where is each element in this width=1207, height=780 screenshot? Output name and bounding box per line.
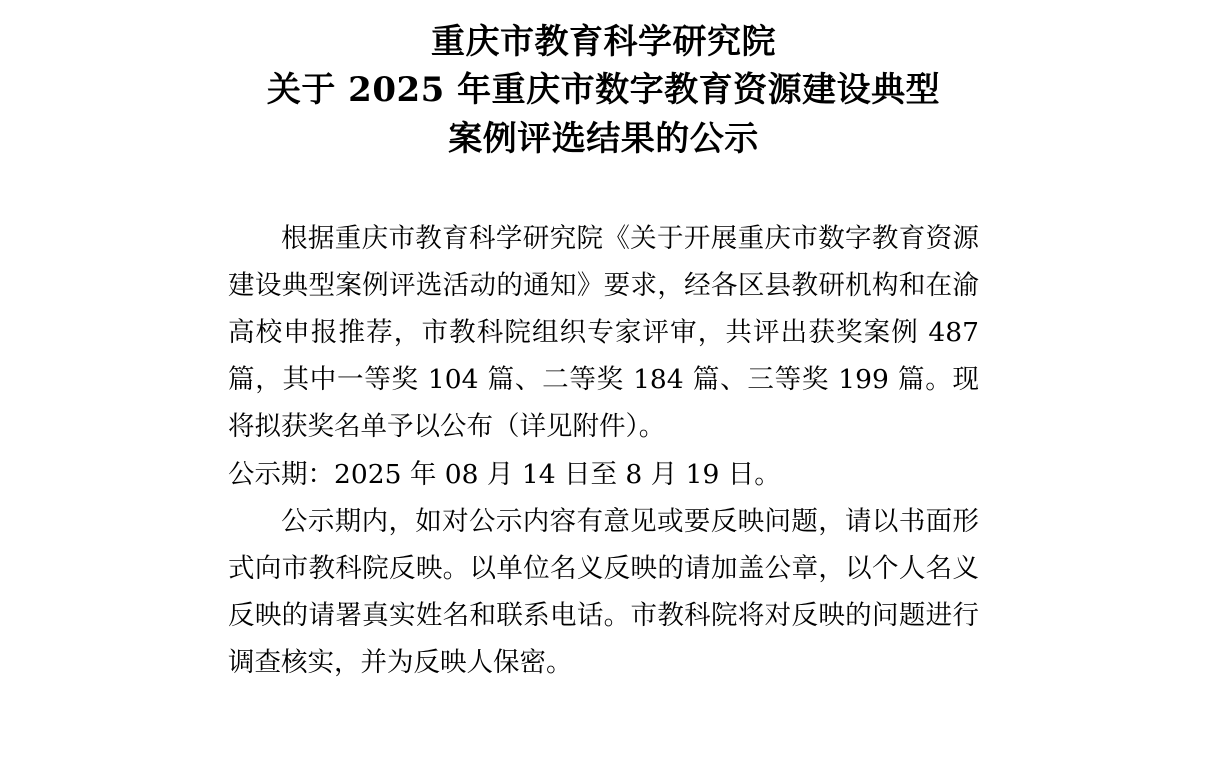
body-paragraph-3: 公示期内，如对公示内容有意见或要反映问题，请以书面形式向市教科院反映。以单位名义反映的请加盖公章，以个人名义反映的请署真实姓名和联系电话。市教科院将对反映的问题进行调查核实，并为反映人保密。 [228, 505, 979, 679]
page-title [0, 0, 1207, 163]
title-line-1: 重庆市教育科学研究院 [431, 22, 776, 62]
body-paragraph-1: 根据重庆市教育科学研究院《关于开展重庆市数字教育资源建设典型案例评选活动的通知》要求，经各区县教研机构和在渝高校申报推荐，市教科院组织专家评审，共评出获奖案例 487 篇，其中一等奖 104 篇、二等奖 184 篇、三等奖 199 篇。现将拟获奖名单予以公布（详见附件）。 [228, 222, 979, 443]
title-line-3: 案例评选结果的公示 [448, 118, 759, 159]
document-body [0, 163, 1207, 687]
title-line-2: 关于 2025 年重庆市数字教育资源建设典型 [266, 70, 941, 111]
body-paragraph-2: 公示期：2025 年 08 月 14 日至 8 月 19 日。 [228, 458, 781, 490]
